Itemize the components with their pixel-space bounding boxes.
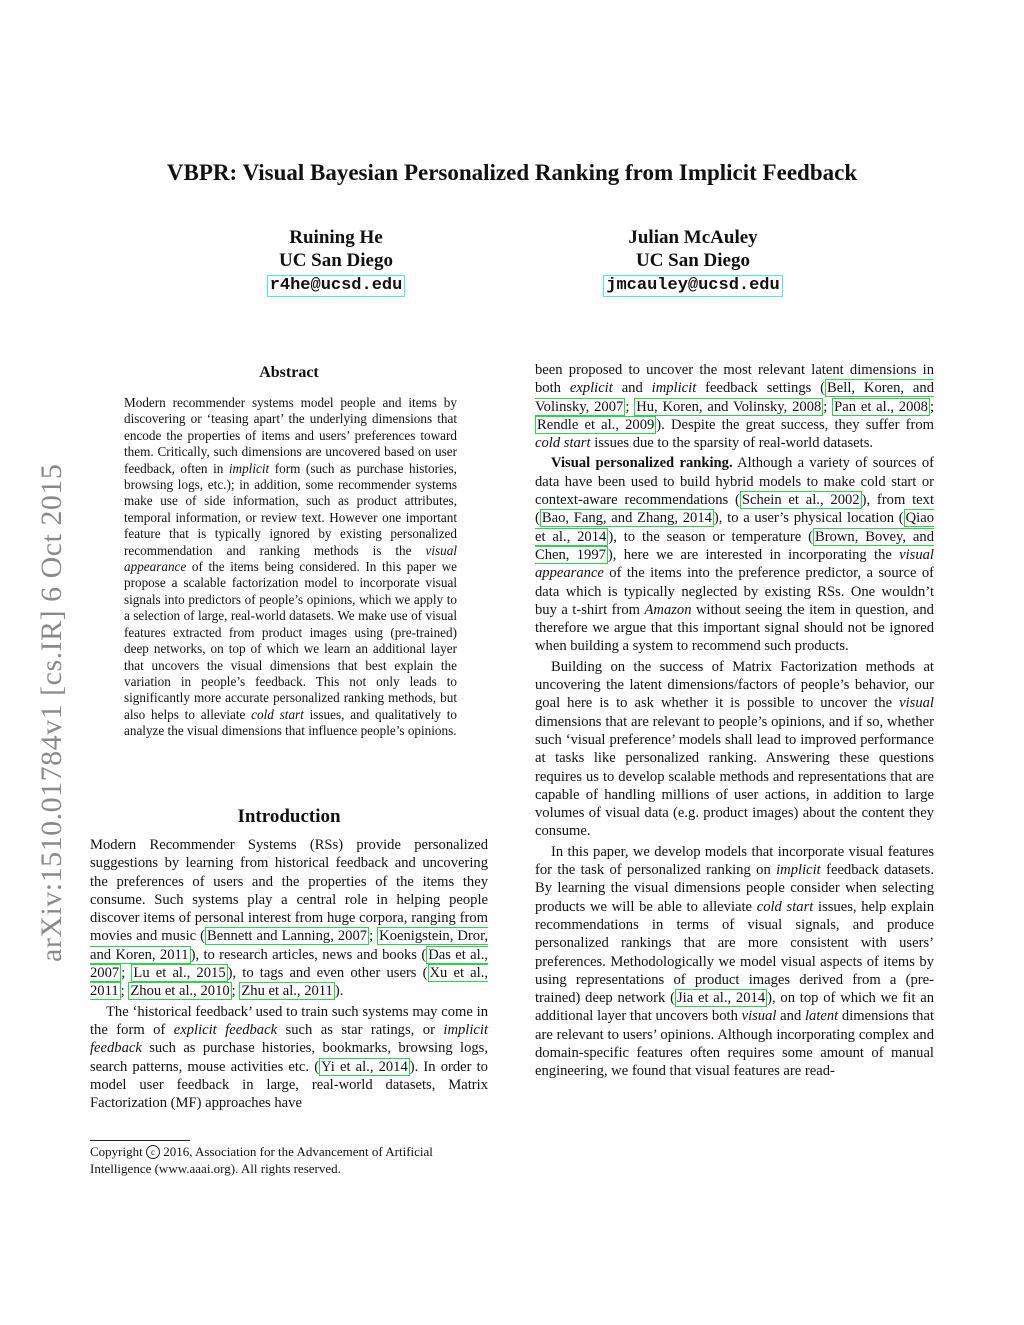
author-email-link[interactable]: jmcauley@ucsd.edu	[603, 275, 782, 297]
this-paper-paragraph: In this paper, we develop models that incorporate visual features for the task of personalized ranking on implicit feedback datasets. By learning the visual dimensions people consider when selecting products we will be able to alleviate cold start issues, help explain recommendations in terms of visual signals, and produce personalized rankings that are more consistent with users’ preferences. Methodologically we model visual aspects of items by using representations of product images derived from a (pre-trained) deep network ( Jia et al., 2014 ), on top of which we fit an additional layer that uncovers both visual and latent dimensions that are relevant to users’ opinions. Although incorporating complex and domain-specific features often requires some amount of manual engineering, we found that visual features are read-	[535, 843, 935, 1080]
citation-link[interactable]: Pan et al., 2008	[834, 398, 928, 415]
citation-link[interactable]: Koenigstein, Dror, and Koren, 2011	[90, 928, 488, 963]
left-column-body	[90, 836, 488, 1112]
citation-link[interactable]: Rendle et al., 2009	[537, 416, 655, 433]
introduction-heading: Introduction	[237, 806, 341, 827]
visual-ranking-paragraph: Visual personalized ranking. Although a variety of sources of data have been used to build hybrid models to make cold start or context-aware recommendations ( Schein et al., 2002 ), from text ( Bao, Fang, and Zhang, 2014 ), to a user’s physical location ( Qiao et al., 2014 ), to the season or temperature ( Brown, Bovey, and Chen, 1997 ), here we are interested in incorporating the visual appearance of the items into the preference predictor, a source of data which is typically neglected by existing RSs. One wouldn’t buy a t-shirt from Amazon without seeing the item in question, and therefore we argue that this important signal should not be ignored when building a system to recommend such products.	[535, 455, 935, 655]
author-name: Ruining He	[289, 227, 383, 248]
citation-link[interactable]: Yi et al., 2014	[321, 1058, 408, 1075]
author-block-1	[206, 226, 466, 297]
intro-paragraph-1: Modern Recommender Systems (RSs) provide personalized suggestions by learning from historical feedback and uncovering the preferences of users and the properties of the items they consume. Such systems play a central role in helping people discover items of personal interest from huge corpora, ranging from movies and music ( Bennett and Lanning, 2007 ; Koenigstein, Dror, and Koren, 2011 ), to research articles, news and books ( Das et al., 2007 ; Lu et al., 2015 ), to tags and even other users ( Xu et al., 2011 ; Zhou et al., 2010 ; Zhu et al., 2011 ).	[90, 837, 488, 1000]
copyright-icon: c	[146, 1145, 160, 1159]
right-column-body	[535, 361, 934, 1081]
footnote-divider	[90, 1140, 190, 1141]
citation-link[interactable]: Bell, Koren, and Volinsky, 2007	[535, 380, 934, 415]
author-affiliation: UC San Diego	[635, 250, 750, 271]
building-paragraph: Building on the success of Matrix Factorization methods at uncovering the latent dimensions/factors of people’s behavior, our goal here is to ask whether it is possible to uncover the visual dimensions that are relevant to people’s opinions, and if so, whether such ‘visual preference’ models shall lead to improved performance at tasks like personalized ranking. Answering these questions requires us to develop scalable methods and representations that are capable of handling millions of user actions, in addition to large volumes of visual data (e.g. product images) about the content they consume.	[535, 658, 934, 840]
right-paragraph-continued: been proposed to uncover the most relevant latent dimensions in both explicit and implicit feedback settings ( Bell, Koren, and Volinsky, 2007 ; Hu, Koren, and Volinsky, 2008 ; Pan et al., 2008 ; Rendle et al., 2009 ). Despite the great success, they suffer from cold start issues due to the sparsity of real-world datasets.	[535, 362, 935, 452]
citation-link[interactable]: Hu, Koren, and Volinsky, 2008	[636, 398, 822, 415]
citation-link[interactable]: Das et al., 2007	[90, 946, 488, 982]
citation-link[interactable]: Jia et al., 2014	[676, 990, 766, 1007]
citation-link[interactable]: Schein et al., 2002	[741, 492, 860, 509]
paper-title: VBPR: Visual Bayesian Personalized Ranking from Implicit Feedback	[166, 160, 858, 185]
paragraph-lead-heading: Visual personalized ranking.	[551, 455, 733, 472]
citation-link[interactable]: Bao, Fang, and Zhang, 2014	[541, 510, 712, 527]
citation-link[interactable]: Brown, Bovey, and Chen, 1997	[535, 528, 934, 563]
author-affiliation: UC San Diego	[278, 250, 393, 271]
copyright-footnote: Copyright c 2016, Association for the Advancement of Artificial Intelligence (www.aaai.org). All rights reserved.	[90, 1144, 433, 1176]
citation-link[interactable]: Bennett and Lanning, 2007	[207, 928, 368, 945]
arxiv-identifier-stamp: arXiv:1510.01784v1 [cs.IR] 6 Oct 2015	[35, 463, 68, 962]
author-name: Julian McAuley	[628, 227, 758, 248]
citation-link[interactable]: Zhu et al., 2011	[241, 983, 333, 1000]
author-block-2	[563, 226, 823, 297]
intro-paragraph-2: The ‘historical feedback’ used to train such systems may come in the form of explicit feedback such as star ratings, or implicit feedback such as purchase histories, bookmarks, browsing logs, search patterns, mouse activities etc. ( Yi et al., 2014 ). In order to model user feedback in large, real-world datasets, Matrix Factorization (MF) approaches have	[90, 1003, 488, 1112]
citation-link[interactable]: Zhou et al., 2010	[130, 983, 230, 1000]
abstract-text: Modern recommender systems model people and items by discovering or ‘teasing apart’ the underlying dimensions that encode the properties of items and users’ preferences toward them. Critically, such dimensions are uncovered based on user feedback, often in implicit form (such as purchase histories, browsing logs, etc.); in addition, some recommender systems make use of side information, such as product attributes, temporal information, or review text. However one important feature that is typically ignored by existing personalized recommendation and ranking methods is the visual appearance of the items being considered. In this paper we propose a scalable factorization model to incorporate visual signals into predictors of people’s opinions, which we apply to a selection of large, real-world datasets. We make use of visual features extracted from product images using (pre-trained) deep networks, on top of which we learn an additional layer that uncovers the visual dimensions that best explain the variation in people’s feedback. This not only leads to significantly more accurate personalized ranking methods, but also helps to alleviate cold start issues, and qualitatively to analyze the visual dimensions that influence people’s opinions.	[124, 395, 458, 739]
citation-link[interactable]: Qiao et al., 2014	[535, 510, 935, 545]
abstract-heading: Abstract	[259, 364, 319, 381]
citation-link[interactable]: Xu et al., 2011	[90, 965, 488, 1000]
author-email-link[interactable]: r4he@ucsd.edu	[267, 275, 406, 297]
citation-link[interactable]: Lu et al., 2015	[133, 965, 226, 982]
